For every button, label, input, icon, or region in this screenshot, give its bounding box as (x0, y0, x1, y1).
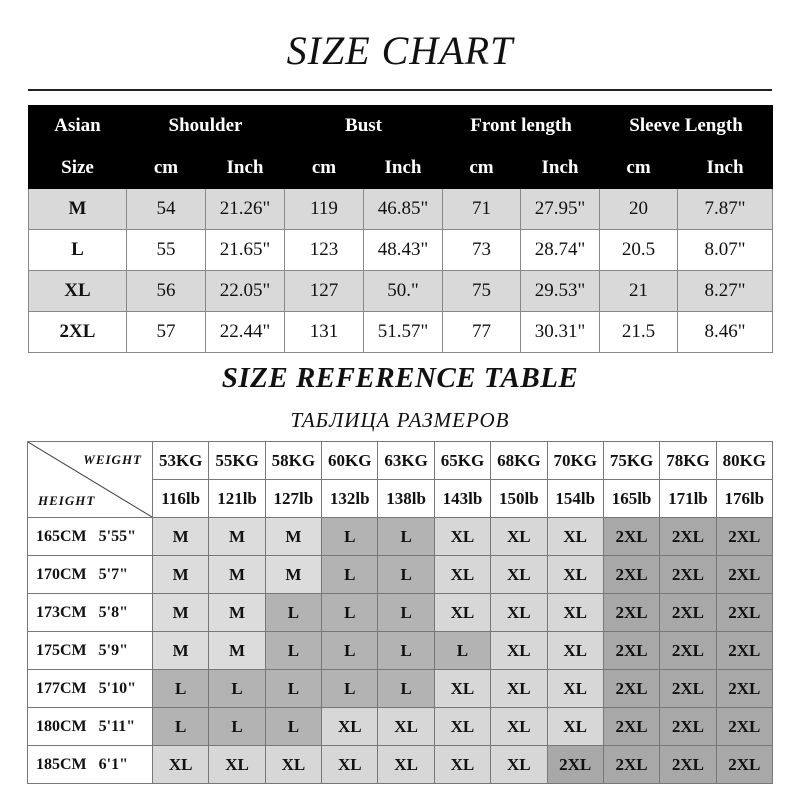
table-row (28, 556, 773, 594)
table-row (28, 594, 773, 632)
size-chart-unit-row (29, 147, 773, 189)
measurement-cell: 48.43" (364, 230, 443, 271)
size-cell: M (265, 518, 321, 556)
size-cell: XL (547, 708, 603, 746)
measurement-cell: 20.5 (600, 230, 678, 271)
table-row (29, 312, 773, 353)
size-cell: M (153, 632, 209, 670)
table-row (28, 670, 773, 708)
measurement-cell: 119 (285, 189, 364, 230)
measurement-cell: 56 (127, 271, 206, 312)
height-cell: 173CM 5'8" (28, 594, 153, 632)
size-label: 2XL (29, 312, 127, 353)
size-cell: 2XL (716, 594, 772, 632)
size-cell: XL (547, 670, 603, 708)
height-cell: 177CM 5'10" (28, 670, 153, 708)
measurement-cell: 29.53" (521, 271, 600, 312)
measurement-cell: 28.74" (521, 230, 600, 271)
weight-kg-cell: 78KG (660, 442, 716, 480)
size-cell: L (209, 708, 265, 746)
weight-kg-cell: 68KG (491, 442, 547, 480)
table-row (29, 230, 773, 271)
table-corner (28, 442, 153, 518)
size-cell: L (265, 632, 321, 670)
weight-lb-cell: 165lb (603, 480, 659, 518)
size-cell: XL (491, 518, 547, 556)
size-cell: XL (434, 746, 490, 784)
size-cell: XL (434, 556, 490, 594)
weight-lb-cell: 143lb (434, 480, 490, 518)
measurement-cell: 131 (285, 312, 364, 353)
weight-kg-cell: 63KG (378, 442, 434, 480)
height-cell: 185CM 6'1" (28, 746, 153, 784)
size-cell: L (322, 556, 378, 594)
weight-label: WEIGHT (83, 452, 142, 467)
size-cell: XL (434, 708, 490, 746)
size-cell: XL (491, 746, 547, 784)
title-divider (28, 89, 772, 91)
size-cell: XL (547, 556, 603, 594)
size-cell: M (265, 556, 321, 594)
size-cell: L (322, 518, 378, 556)
size-cell: L (265, 594, 321, 632)
size-cell: L (322, 632, 378, 670)
reference-title: SIZE REFERENCE TABLE (221, 362, 579, 394)
header-cell: Sleeve Length (600, 106, 773, 147)
size-cell: L (265, 670, 321, 708)
size-cell: 2XL (603, 746, 659, 784)
size-cell: L (378, 670, 434, 708)
size-cell: XL (491, 708, 547, 746)
header-cell: Asian (29, 106, 127, 147)
header-cell: cm (600, 147, 678, 189)
size-cell: L (209, 670, 265, 708)
page-title: SIZE CHART (286, 28, 514, 73)
size-cell: XL (547, 518, 603, 556)
size-cell: 2XL (716, 556, 772, 594)
measurement-cell: 20 (600, 189, 678, 230)
measurement-cell: 8.27" (678, 271, 773, 312)
size-cell: 2XL (716, 670, 772, 708)
size-cell: 2XL (660, 518, 716, 556)
measurement-cell: 8.46" (678, 312, 773, 353)
weight-kg-row (28, 442, 773, 480)
size-cell: XL (265, 746, 321, 784)
size-cell: M (209, 518, 265, 556)
height-cell: 170CM 5'7" (28, 556, 153, 594)
size-cell: M (209, 556, 265, 594)
header-cell: Inch (521, 147, 600, 189)
measurement-cell: 21.26" (206, 189, 285, 230)
header-cell: Inch (206, 147, 285, 189)
weight-lb-cell: 116lb (153, 480, 209, 518)
weight-lb-cell: 121lb (209, 480, 265, 518)
reference-subtitle: ТАБЛИЦА РАЗМЕРОВ (290, 408, 510, 432)
size-cell: 2XL (603, 670, 659, 708)
measurement-cell: 21.65" (206, 230, 285, 271)
measurement-cell: 55 (127, 230, 206, 271)
measurement-cell: 54 (127, 189, 206, 230)
measurement-cell: 46.85" (364, 189, 443, 230)
weight-kg-cell: 75KG (603, 442, 659, 480)
size-cell: 2XL (547, 746, 603, 784)
table-row (28, 518, 773, 556)
size-cell: XL (322, 708, 378, 746)
table-row (28, 708, 773, 746)
size-cell: 2XL (716, 632, 772, 670)
size-cell: XL (491, 670, 547, 708)
size-cell: XL (434, 670, 490, 708)
size-cell: XL (153, 746, 209, 784)
height-cell: 175CM 5'9" (28, 632, 153, 670)
weight-kg-cell: 70KG (547, 442, 603, 480)
height-label: HEIGHT (38, 493, 96, 508)
measurement-cell: 7.87" (678, 189, 773, 230)
header-cell: cm (443, 147, 521, 189)
size-cell: 2XL (660, 746, 716, 784)
size-cell: L (322, 670, 378, 708)
size-cell: 2XL (603, 594, 659, 632)
weight-kg-cell: 60KG (322, 442, 378, 480)
measurement-cell: 22.05" (206, 271, 285, 312)
measurement-cell: 27.95" (521, 189, 600, 230)
size-cell: XL (378, 746, 434, 784)
weight-lb-cell: 132lb (322, 480, 378, 518)
size-cell: 2XL (716, 746, 772, 784)
weight-lb-cell: 150lb (491, 480, 547, 518)
measurement-cell: 21 (600, 271, 678, 312)
size-cell: 2XL (660, 556, 716, 594)
size-cell: XL (491, 594, 547, 632)
size-cell: L (378, 632, 434, 670)
weight-kg-cell: 53KG (153, 442, 209, 480)
size-cell: M (209, 594, 265, 632)
size-cell: M (209, 632, 265, 670)
size-cell: L (378, 556, 434, 594)
header-cell: Inch (364, 147, 443, 189)
measurement-cell: 75 (443, 271, 521, 312)
measurement-cell: 8.07" (678, 230, 773, 271)
table-row (29, 271, 773, 312)
header-cell: cm (127, 147, 206, 189)
table-row (29, 189, 773, 230)
measurement-cell: 57 (127, 312, 206, 353)
size-cell: L (153, 670, 209, 708)
size-cell: M (153, 556, 209, 594)
size-cell: 2XL (660, 632, 716, 670)
header-cell: Size (29, 147, 127, 189)
header-cell: Bust (285, 106, 443, 147)
size-cell: XL (547, 594, 603, 632)
size-chart (28, 105, 772, 353)
size-cell: L (434, 632, 490, 670)
size-label: XL (29, 271, 127, 312)
weight-lb-cell: 138lb (378, 480, 434, 518)
weight-kg-cell: 58KG (265, 442, 321, 480)
size-cell: L (322, 594, 378, 632)
size-cell: XL (491, 632, 547, 670)
size-chart-header-row (29, 106, 773, 147)
measurement-cell: 127 (285, 271, 364, 312)
size-cell: XL (434, 518, 490, 556)
header-cell: Inch (678, 147, 773, 189)
header-cell: Front length (443, 106, 600, 147)
measurement-cell: 30.31" (521, 312, 600, 353)
measurement-cell: 51.57" (364, 312, 443, 353)
size-cell: 2XL (603, 632, 659, 670)
size-cell: XL (209, 746, 265, 784)
header-cell: Shoulder (127, 106, 285, 147)
size-label: M (29, 189, 127, 230)
size-cell: 2XL (660, 594, 716, 632)
weight-lb-cell: 154lb (547, 480, 603, 518)
weight-lb-cell: 127lb (265, 480, 321, 518)
size-cell: M (153, 594, 209, 632)
size-cell: M (153, 518, 209, 556)
measurement-cell: 73 (443, 230, 521, 271)
table-row (28, 632, 773, 670)
measurement-cell: 21.5 (600, 312, 678, 353)
weight-kg-cell: 80KG (716, 442, 772, 480)
table-row (28, 746, 773, 784)
height-cell: 165CM 5'55" (28, 518, 153, 556)
measurement-cell: 22.44" (206, 312, 285, 353)
weight-lb-cell: 176lb (716, 480, 772, 518)
header-cell: cm (285, 147, 364, 189)
weight-kg-cell: 65KG (434, 442, 490, 480)
weight-kg-cell: 55KG (209, 442, 265, 480)
size-cell: 2XL (603, 518, 659, 556)
measurement-cell: 77 (443, 312, 521, 353)
size-cell: L (153, 708, 209, 746)
size-cell: XL (547, 632, 603, 670)
size-cell: 2XL (660, 670, 716, 708)
size-cell: L (378, 518, 434, 556)
size-reference (27, 441, 773, 784)
size-cell: XL (322, 746, 378, 784)
size-cell: 2XL (660, 708, 716, 746)
size-cell: XL (434, 594, 490, 632)
size-cell: 2XL (603, 708, 659, 746)
size-cell: L (265, 708, 321, 746)
weight-lb-cell: 171lb (660, 480, 716, 518)
size-chart-table (28, 105, 773, 353)
measurement-cell: 50." (364, 271, 443, 312)
size-cell: 2XL (716, 708, 772, 746)
size-label: L (29, 230, 127, 271)
size-cell: 2XL (716, 518, 772, 556)
measurement-cell: 71 (443, 189, 521, 230)
size-cell: 2XL (603, 556, 659, 594)
size-reference-table (27, 441, 773, 784)
size-cell: XL (491, 556, 547, 594)
measurement-cell: 123 (285, 230, 364, 271)
size-cell: L (378, 594, 434, 632)
height-cell: 180CM 5'11" (28, 708, 153, 746)
size-cell: XL (378, 708, 434, 746)
